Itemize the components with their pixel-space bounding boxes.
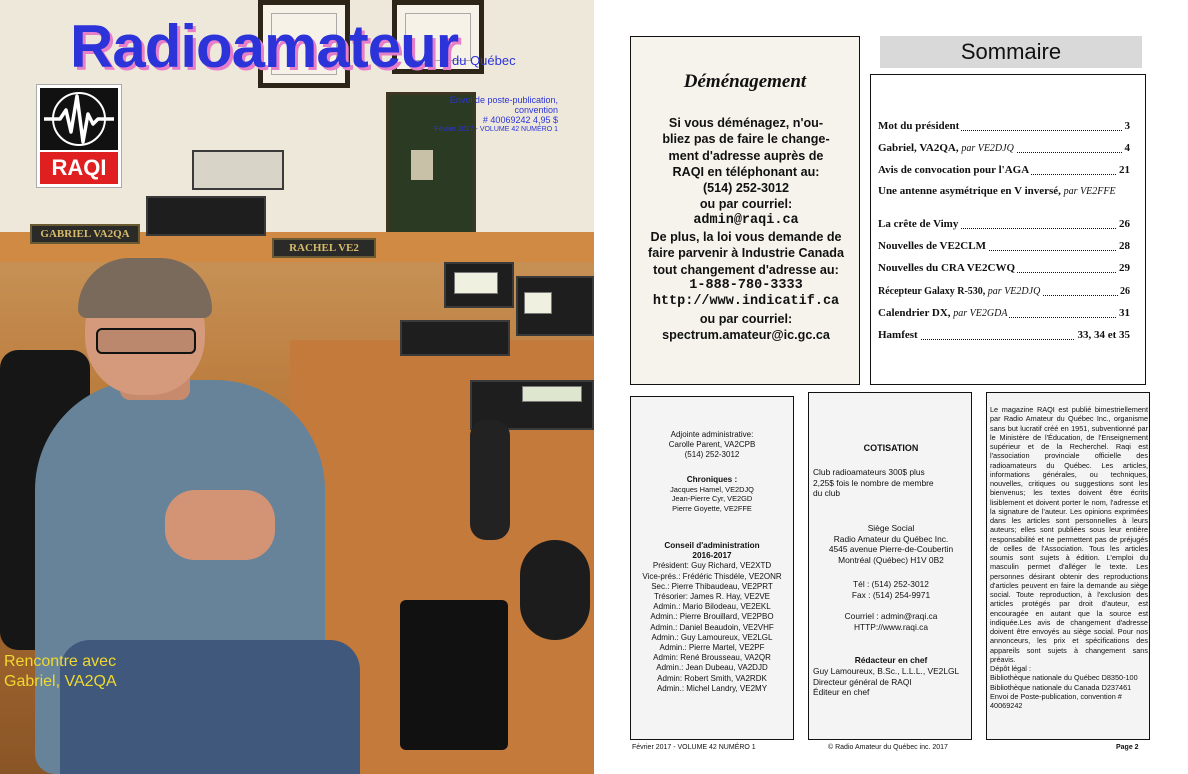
depot-legal	[990, 664, 1148, 710]
text-line: Club radioamateurs 300$ plus	[813, 467, 925, 477]
radio-equipment	[192, 150, 284, 190]
issue-info: Février 2017 - VOLUME 42 NUMÉRO 1	[434, 126, 558, 133]
demenagement-title: Déménagement	[683, 71, 807, 92]
email-link[interactable]: Courriel : admin@raqi.ca	[844, 611, 938, 621]
conseil-title: Conseil d'administration	[664, 541, 760, 550]
conseil-member: Admin.: Jean Dubeau, VA2DJD	[656, 663, 768, 673]
redacteur-name: Guy Lamoureux, B.Sc., L.L.L., VE2LGL	[813, 666, 960, 676]
text-line: Éditeur en chef	[813, 687, 870, 698]
phone-number: (514) 252-3012	[702, 181, 790, 196]
address-line: Radio Amateur du Québec Inc.	[833, 533, 949, 544]
logo-text: RAQI	[40, 152, 118, 184]
phone-number: 1-888-780-3333	[689, 277, 803, 293]
toc-page: 3	[1124, 120, 1130, 132]
microphone	[470, 420, 510, 540]
conseil-member: Admin.: Guy Lamoureux, VE2LGL	[651, 632, 773, 642]
redacteur-block	[813, 666, 969, 698]
toc-item[interactable]	[878, 285, 1130, 298]
chroniqueur: Pierre Goyette, VE2FFE	[672, 503, 752, 513]
web-link[interactable]: http://www.indicatif.ca	[652, 294, 840, 310]
contact-phones	[813, 579, 969, 600]
conseil-member: Admin.: Michel Landry, VE2MY	[656, 683, 768, 693]
toc-label: Nouvelles du CRA VE2CWQ	[878, 262, 1016, 274]
chroniques-block	[631, 475, 793, 513]
email-link[interactable]: admin@raqi.ca	[693, 212, 799, 228]
toc-label: La crête de Vimy	[878, 218, 959, 230]
caption-line: Rencontre avec	[4, 653, 117, 670]
toc-page: 4	[1124, 142, 1130, 154]
radio-equipment	[516, 276, 594, 336]
text-line: tout changement d'adresse au:	[653, 262, 839, 277]
toc-item[interactable]	[878, 164, 1130, 177]
chroniques-title: Chroniques :	[686, 475, 738, 484]
magazine-info	[990, 405, 1148, 710]
toc-label: Mot du président	[878, 120, 960, 132]
administration-box	[630, 396, 794, 740]
radio-equipment	[146, 196, 266, 236]
contact-web	[813, 611, 969, 632]
siege-title: Siège Social	[867, 523, 915, 533]
toc-item[interactable]	[878, 185, 1130, 198]
text-line: ou par courriel:	[699, 311, 793, 326]
chroniqueur: Jean-Pierre Cyr, VE2GD	[671, 494, 753, 504]
postal-info: Envoi de poste-publication, convention	[449, 95, 558, 115]
text-line: Dépôt légal :	[990, 664, 1031, 673]
demenagement-text	[635, 115, 857, 343]
nameplate-gabriel: GABRIEL VA2QA	[30, 224, 140, 244]
conseil-member: Admin: René Brousseau, VA2QR	[653, 653, 771, 663]
text-line: ment d'adresse auprès de	[668, 148, 824, 163]
adjointe-block	[631, 430, 793, 461]
table-of-contents	[870, 74, 1146, 385]
conseil-member: Président: Guy Richard, VE2XTD	[652, 561, 772, 571]
toc-label: Récepteur Galaxy R-530,	[878, 286, 988, 297]
toc-item[interactable]	[878, 142, 1130, 155]
page-number: Page 2	[1116, 744, 1139, 751]
adjointe-phone: (514) 252-3012	[684, 450, 740, 460]
conseil-block	[631, 541, 793, 694]
toc-page: 21	[1119, 164, 1130, 176]
toc-label: Gabriel, VA2QA,	[878, 142, 962, 154]
magazine-description: Le magazine RAQI est publié bimestriellement par Radio Amateur du Québec Inc., organisme sans but lucratif créé en 1951, subventionné par le Ministère de l'Éducation, de l'Enseignement supérieur et de la Recherchel. Raqi est l'association provinciale officielle des radioamateurs du Québec. Les articles, informations générales, ou techniques, nouvelles, critiques ou suggestions sont les bienvenus; les textes doivent être écrits lisiblement et doivent porter le nom, l'adresse et la signature de l'auteur. Les opinions exprimées dans les articles sont personnelles à leurs auteurs; elles sont publiées sous leur entière responsabilité et ne permettent pas de préjugés de celles de l'Association. Tous les articles soumis sont sujets à édition. L'emploi du masculin permet d'alléger le texte. Les personnes désirant obtenir des reproductions d'articles peuvent en faire la demande au siège social. Toute reproduction, à l'exclusion des articles protégés par droit d'auteur, est encouragée en autant que la source est indiquée.Les avis de changement d'adresse doivent être envoyés au siège social. Pour nos annonceurs, les prix et spécifications des appareils sont sujets à changement sans préavis.	[990, 405, 1148, 664]
text-line: du club	[813, 488, 841, 499]
address-line: Montréal (Québec) H1V 0B2	[838, 554, 944, 565]
text-line: Directeur général de RAQI	[813, 676, 912, 687]
text-line: RAQI en téléphonant au:	[672, 164, 820, 179]
conseil-member: Admin: Robert Smith, VA2RDK	[657, 673, 767, 683]
toc-item[interactable]	[878, 120, 1130, 133]
cover-info	[404, 95, 558, 135]
demenagement-box	[630, 36, 860, 385]
toc-item[interactable]	[878, 329, 1130, 342]
text-line: bliez pas de faire le change-	[662, 132, 830, 147]
nameplate-rachel: RACHEL VE2	[272, 238, 376, 258]
person-hair	[78, 258, 212, 318]
conseil-member: Sec.: Pierre Thibaudeau, VE2PRT	[651, 581, 773, 591]
cotisation-title: COTISATION	[863, 443, 919, 453]
conseil-member: Trésorier: James R. Hay, VE2VE	[653, 592, 771, 602]
toc-page: 31	[1119, 307, 1130, 319]
caption-line: Gabriel, VA2QA	[4, 673, 117, 690]
text-line: 2,25$ fois le nombre de membre	[813, 477, 934, 488]
toc-author: par VE2FFE	[1063, 186, 1116, 197]
toc-page: 26	[1120, 286, 1130, 297]
cover-subtitle: du Québec	[452, 53, 516, 68]
text-line: Si vous déménagez, n'ou-	[668, 116, 824, 130]
toc-page: 33, 34 et 35	[1077, 329, 1130, 341]
toc-label: Hamfest	[878, 329, 918, 341]
toc-author: par VE2GDA	[953, 308, 1008, 319]
adjointe-name: Carolle Parent, VA2CPB	[668, 440, 756, 450]
phone-number: Tél : (514) 252-3012	[853, 579, 929, 589]
radio-equipment	[400, 320, 510, 356]
text-line: ou par courriel:	[699, 197, 793, 212]
toc-page: 26	[1119, 218, 1130, 230]
speaker	[520, 540, 590, 640]
postal-number: # 40069242 4,95 $	[482, 115, 558, 125]
toc-page: 28	[1119, 240, 1130, 252]
address-line: 4545 avenue Pierre-de-Coubertin	[828, 544, 954, 555]
footer-issue: Février 2017 - VOLUME 42 NUMÉRO 1	[632, 744, 756, 751]
text-line: Envoi de Poste-publication, convention #	[990, 691, 1122, 701]
toc-label: Nouvelles de VE2CLM	[878, 240, 986, 252]
page-two	[594, 0, 1188, 774]
footer-copyright: © Radio Amateur du Québec inc. 2017	[828, 744, 948, 751]
redacteur-title: Rédacteur en chef	[854, 655, 928, 665]
person-hands	[165, 490, 275, 560]
toc-label: Une antenne asymétrique en V inversé,	[878, 185, 1064, 197]
toc-item[interactable]	[878, 240, 1130, 253]
speaker	[400, 600, 508, 750]
cotisation-text	[813, 467, 969, 499]
sommaire-title: Sommaire	[880, 36, 1142, 68]
toc-author: par VE2DJQ	[987, 286, 1041, 297]
text-line: Bibliothèque nationale du Québec D8350-100	[990, 673, 1138, 683]
conseil-member: Admin.: Daniel Beaudoin, VE2VHF	[650, 622, 774, 632]
toc-label: Avis de convocation pour l'AGA	[878, 164, 1030, 176]
chroniqueur: Jacques Hamel, VE2DJQ	[670, 484, 754, 494]
siege-social	[813, 523, 969, 565]
adjointe-title: Adjointe administrative:	[670, 430, 754, 439]
text-line: De plus, la loi vous demande de	[650, 230, 842, 245]
text-line: faire parvenir à Industrie Canada	[648, 246, 844, 261]
toc-item[interactable]	[878, 262, 1130, 275]
waveform-icon	[40, 88, 118, 150]
toc-page: 29	[1119, 262, 1130, 274]
toc-item[interactable]	[878, 218, 1130, 231]
magazine-info-box	[986, 392, 1150, 740]
conseil-years: 2016-2017	[692, 551, 732, 561]
cotisation-box	[808, 392, 972, 740]
glasses	[96, 328, 196, 354]
cover-caption	[4, 652, 117, 692]
conseil-member: Admin.: Mario Bilodeau, VE2EKL	[653, 602, 771, 612]
fax-number: Fax : (514) 254-9971	[851, 589, 931, 600]
email-link[interactable]: spectrum.amateur@ic.gc.ca	[662, 327, 830, 342]
toc-label: Calendrier DX,	[878, 307, 954, 319]
radio-equipment	[444, 262, 514, 308]
conseil-member: Admin.: Pierre Martel, VE2PF	[659, 643, 765, 653]
toc-item[interactable]	[878, 307, 1130, 320]
text-line: Bibliothèque nationale du Canada D237461	[990, 682, 1132, 692]
conseil-member: Vice-prés.: Frédéric Thisdéle, VE2ONR	[642, 571, 782, 581]
cover-title: Radioamateur	[70, 13, 459, 80]
web-link[interactable]: HTTP://www.raqi.ca	[854, 621, 928, 632]
toc-author: par VE2DJQ	[961, 143, 1014, 154]
text-line: 40069242	[990, 701, 1023, 710]
conseil-member: Admin.: Pierre Brouillard, VE2PBO	[650, 612, 774, 622]
raqi-logo	[36, 84, 122, 188]
